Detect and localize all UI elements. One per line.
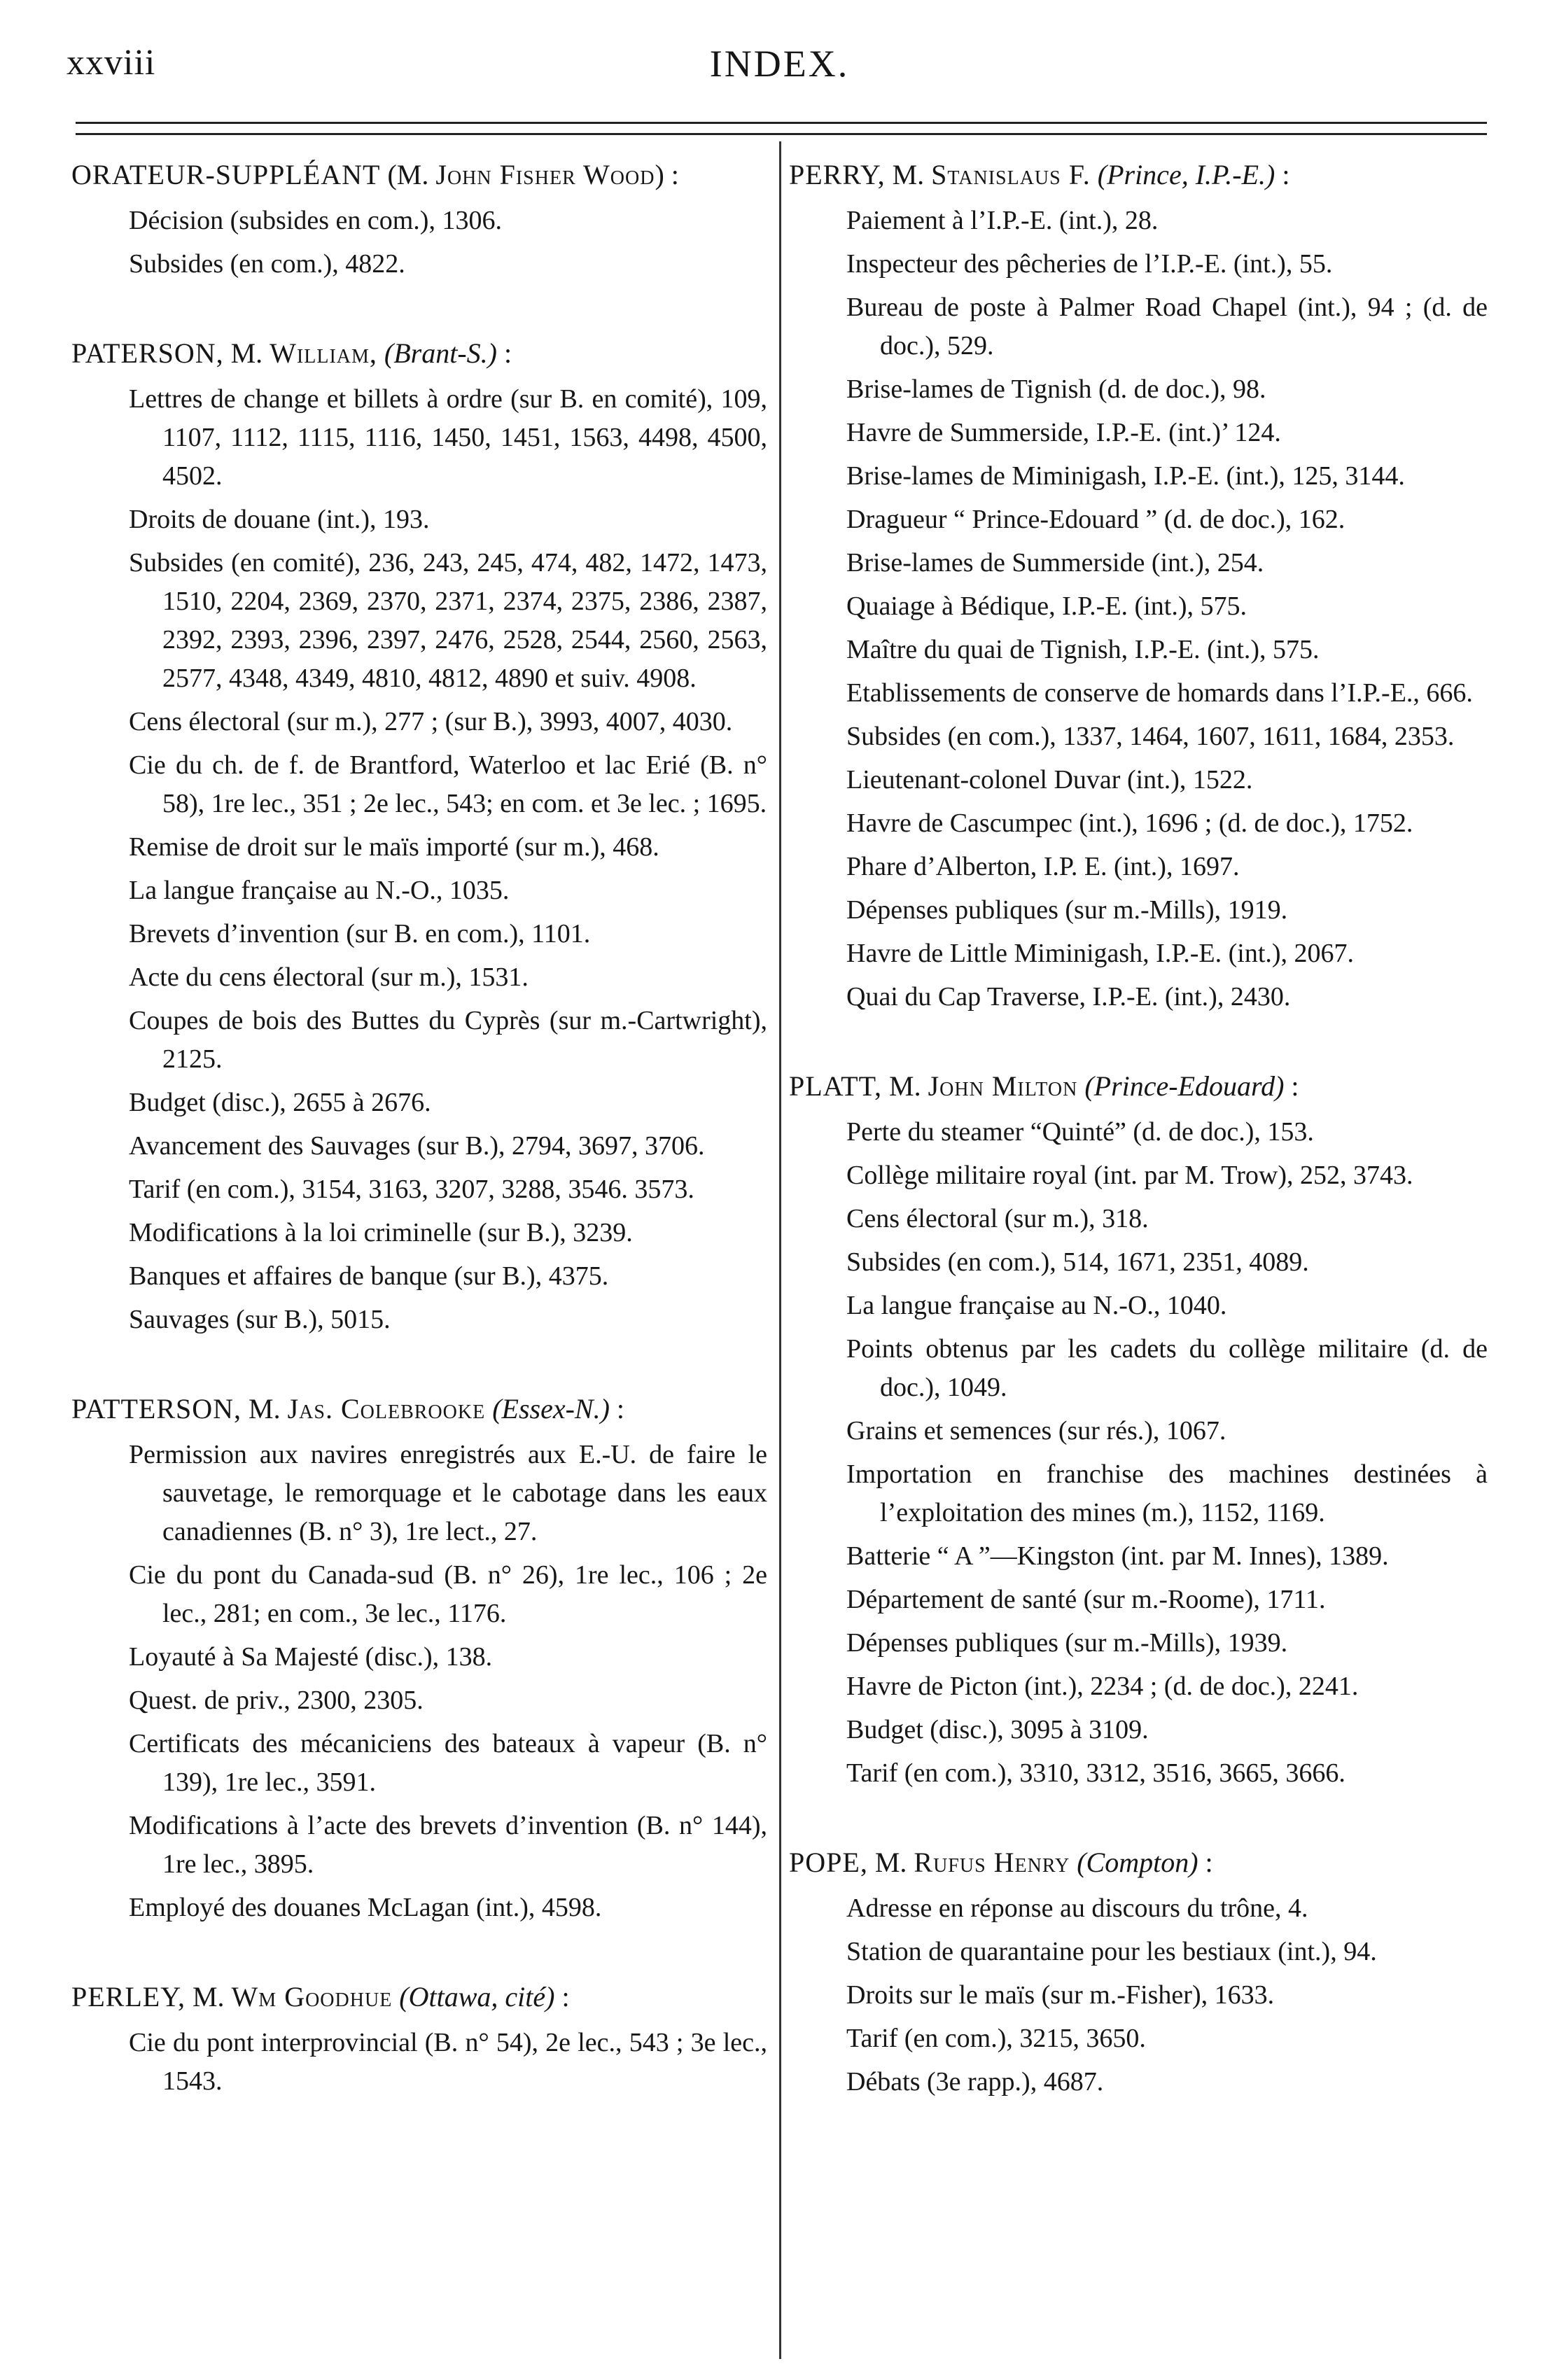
reference-item: Collège militaire royal (int. par M. Trow), 252, 3743. xyxy=(846,1161,1413,1190)
entry-references xyxy=(71,380,767,1339)
reference-item: Avancement des Sauvages (sur B.), 2794, 3697, 3706. xyxy=(129,1131,705,1161)
entry-heading xyxy=(71,334,767,373)
reference-item: Budget (disc.), 2655 à 2676. xyxy=(129,1088,431,1117)
member-riding: (Compton) xyxy=(1077,1847,1198,1878)
reference-item: Havre de Little Miminigash, I.P.-E. (int.), 2067. xyxy=(846,939,1355,968)
reference-item: Permission aux navires enregistrés aux E.-U. de faire le sauvetage, le remorquage et le cabotage dans les eaux canadiennes (B. n° 3), 1re lect., 27. xyxy=(129,1440,767,1546)
reference-item: Dépenses publiques (sur m.-Mills), 1939. xyxy=(846,1628,1288,1658)
reference-item: Station de quarantaine pour les bestiaux (int.), 94. xyxy=(846,1937,1377,1966)
reference-item: Havre de Summerside, I.P.-E. (int.)’ 124. xyxy=(846,418,1281,447)
member-riding: (Ottawa, cité) xyxy=(399,1981,555,2012)
index-entry xyxy=(71,334,767,1339)
member-given-names: William, xyxy=(270,337,377,369)
reference-item: Droits sur le maïs (sur m.-Fisher), 1633. xyxy=(846,1980,1275,2010)
reference-item: Inspecteur des pêcheries de l’I.P.-E. (int.), 55. xyxy=(846,249,1333,279)
reference-item: Acte du cens électoral (sur m.), 1531. xyxy=(129,962,529,992)
reference-item: Subsides (en com.), 1337, 1464, 1607, 1611, 1684, 2353. xyxy=(846,722,1455,751)
member-riding: (Prince-Edouard) xyxy=(1084,1070,1285,1102)
member-riding: (Essex-N.) xyxy=(492,1393,610,1424)
reference-item: Lettres de change et billets à ordre (sur B. en comité), 109, 1107, 1112, 1115, 1116, 1450, 1451, 1563, 4498, 4500, 4502. xyxy=(129,384,767,491)
reference-item: Paiement à l’I.P.-E. (int.), 28. xyxy=(846,206,1159,235)
reference-item: Département de santé (sur m.-Roome), 1711. xyxy=(846,1585,1326,1614)
heading-suffix: : xyxy=(561,1981,570,2012)
column-divider xyxy=(779,141,781,2359)
entry-heading xyxy=(71,1977,767,2017)
reference-item: Employé des douanes McLagan (int.), 4598. xyxy=(129,1893,602,1922)
heading-suffix: ) : xyxy=(655,159,679,190)
member-given-names: Stanislaus F. xyxy=(931,159,1091,190)
reference-item: Tarif (en com.), 3310, 3312, 3516, 3665, 3666. xyxy=(846,1758,1345,1788)
reference-item: Cie du ch. de f. de Brantford, Waterloo et lac Erié (B. n° 58), 1re lec., 351 ; 2e lec., 543; en com. et 3e lec. ; 1695. xyxy=(129,750,767,818)
entry-heading xyxy=(789,1067,1488,1106)
page-title: INDEX. xyxy=(709,43,850,85)
member-title: M. xyxy=(874,1847,907,1878)
reference-item: Budget (disc.), 3095 à 3109. xyxy=(846,1715,1149,1744)
heading-suffix: : xyxy=(1291,1070,1299,1102)
reference-item: Grains et semences (sur rés.), 1067. xyxy=(846,1416,1226,1446)
entry-heading xyxy=(789,155,1488,195)
reference-item: Banques et affaires de banque (sur B.), 4375. xyxy=(129,1261,609,1291)
reference-item: Coupes de bois des Buttes du Cyprès (sur m.-Cartwright), 2125. xyxy=(129,1006,767,1074)
reference-item: Modifications à la loi criminelle (sur B.), 3239. xyxy=(129,1218,633,1247)
member-surname: PERRY, xyxy=(789,159,886,190)
member-surname: PATERSON, xyxy=(71,337,224,369)
entry-references xyxy=(789,1889,1488,2101)
reference-item: Quaiage à Bédique, I.P.-E. (int.), 575. xyxy=(846,592,1247,621)
member-title: M. xyxy=(230,337,263,369)
index-entry xyxy=(789,155,1488,1016)
member-given-names: Wm Goodhue xyxy=(231,1981,393,2012)
reference-item: Lieutenant-colonel Duvar (int.), 1522. xyxy=(846,765,1253,794)
reference-item: La langue française au N.-O., 1040. xyxy=(846,1291,1227,1320)
member-title: M. xyxy=(892,159,925,190)
reference-item: Loyauté à Sa Majesté (disc.), 138. xyxy=(129,1642,493,1672)
member-surname: PERLEY, xyxy=(71,1981,186,2012)
entry-heading xyxy=(71,1390,767,1429)
reference-item: Modifications à l’acte des brevets d’invention (B. n° 144), 1re lec., 3895. xyxy=(129,1811,767,1879)
reference-item: Points obtenus par les cadets du collège militaire (d. de doc.), 1049. xyxy=(846,1334,1488,1402)
reference-item: Subsides (en comité), 236, 243, 245, 474, 482, 1472, 1473, 1510, 2204, 2369, 2370, 2371, 2374, 2375, 2386, 2387, 2392, 2393, 2396, 2397, 2476, 2528, 2544, 2560, 2563, 2577, 4348, 4349, 4810, 4812, 4890 et suiv. 4908. xyxy=(129,548,767,693)
reference-item: Cens électoral (sur m.), 318. xyxy=(846,1204,1149,1233)
member-given-names: John Fisher Wood xyxy=(435,159,655,190)
right-column xyxy=(789,155,1488,2152)
heading-suffix: : xyxy=(1205,1847,1213,1878)
entry-heading xyxy=(789,1843,1488,1882)
entry-references xyxy=(789,202,1488,1016)
reference-item: Etablissements de conserve de homards dans l’I.P.-E., 666. xyxy=(846,678,1473,708)
reference-item: Cie du pont interprovincial (B. n° 54), 2e lec., 543 ; 3e lec., 1543. xyxy=(129,2028,767,2096)
member-given-names: Jas. Colebrooke xyxy=(287,1393,486,1424)
reference-item: Tarif (en com.), 3154, 3163, 3207, 3288, 3546. 3573. xyxy=(129,1175,694,1204)
heading-suffix: : xyxy=(503,337,512,369)
entry-references xyxy=(71,2024,767,2101)
header-rule-top xyxy=(76,122,1487,124)
entry-references xyxy=(71,1436,767,1927)
heading-suffix: : xyxy=(616,1393,625,1424)
reference-item: Bureau de poste à Palmer Road Chapel (int.), 94 ; (d. de doc.), 529. xyxy=(846,293,1488,360)
member-riding: (Prince, I.P.-E.) xyxy=(1097,159,1275,190)
reference-item: Subsides (en com.), 4822. xyxy=(129,249,405,279)
reference-item: Débats (3e rapp.), 4687. xyxy=(846,2067,1104,2096)
member-riding: (Brant-S.) xyxy=(384,337,497,369)
reference-item: Sauvages (sur B.), 5015. xyxy=(129,1305,391,1334)
reference-item: Brise-lames de Miminigash, I.P.-E. (int.), 125, 3144. xyxy=(846,461,1405,491)
member-surname: ORATEUR-SUPPLÉANT xyxy=(71,159,381,190)
left-column xyxy=(71,155,767,2151)
index-entry xyxy=(71,155,767,284)
reference-item: Maître du quai de Tignish, I.P.-E. (int.), 575. xyxy=(846,635,1320,664)
entry-references xyxy=(71,202,767,284)
reference-item: Subsides (en com.), 514, 1671, 2351, 4089. xyxy=(846,1247,1309,1277)
member-given-names: Rufus Henry xyxy=(914,1847,1070,1878)
reference-item: Havre de Cascumpec (int.), 1696 ; (d. de doc.), 1752. xyxy=(846,808,1413,838)
reference-item: Brevets d’invention (sur B. en com.), 1101. xyxy=(129,919,591,948)
reference-item: Perte du steamer “Quinté” (d. de doc.), 153. xyxy=(846,1117,1314,1147)
reference-item: Quai du Cap Traverse, I.P.-E. (int.), 2430. xyxy=(846,982,1291,1011)
reference-item: Adresse en réponse au discours du trône, 4. xyxy=(846,1893,1308,1923)
entry-heading xyxy=(71,155,767,195)
member-surname: PATTERSON, xyxy=(71,1393,242,1424)
reference-item: Tarif (en com.), 3215, 3650. xyxy=(846,2024,1146,2053)
reference-item: La langue française au N.-O., 1035. xyxy=(129,876,510,905)
member-title: M. xyxy=(889,1070,921,1102)
page-header xyxy=(0,36,1559,92)
reference-item: Remise de droit sur le maïs importé (sur m.), 468. xyxy=(129,832,659,862)
index-entry xyxy=(71,1390,767,1927)
reference-item: Brise-lames de Summerside (int.), 254. xyxy=(846,548,1264,578)
reference-item: Décision (subsides en com.), 1306. xyxy=(129,206,502,235)
entry-references xyxy=(789,1113,1488,1793)
reference-item: Dépenses publiques (sur m.-Mills), 1919. xyxy=(846,895,1288,925)
page-number: xxviii xyxy=(67,43,156,83)
reference-item: Cens électoral (sur m.), 277 ; (sur B.), 3993, 4007, 4030. xyxy=(129,707,733,736)
member-title: M. xyxy=(249,1393,281,1424)
member-title: (M. xyxy=(387,159,429,190)
member-surname: PLATT, xyxy=(789,1070,883,1102)
reference-item: Quest. de priv., 2300, 2305. xyxy=(129,1686,424,1715)
index-entry xyxy=(71,1977,767,2101)
heading-suffix: : xyxy=(1282,159,1290,190)
reference-item: Importation en franchise des machines destinées à l’exploitation des mines (m.), 1152, 1169. xyxy=(846,1460,1488,1527)
index-entry xyxy=(789,1067,1488,1793)
member-title: M. xyxy=(192,1981,225,2012)
reference-item: Havre de Picton (int.), 2234 ; (d. de doc.), 2241. xyxy=(846,1672,1359,1701)
reference-item: Brise-lames de Tignish (d. de doc.), 98. xyxy=(846,374,1266,404)
reference-item: Batterie “ A ”—Kingston (int. par M. Innes), 1389. xyxy=(846,1541,1389,1571)
member-surname: POPE, xyxy=(789,1847,868,1878)
reference-item: Dragueur “ Prince-Edouard ” (d. de doc.), 162. xyxy=(846,505,1345,534)
reference-item: Phare d’Alberton, I.P. E. (int.), 1697. xyxy=(846,852,1240,881)
header-rule-bottom xyxy=(76,133,1487,135)
member-given-names: John Milton xyxy=(928,1070,1078,1102)
reference-item: Droits de douane (int.), 193. xyxy=(129,505,430,534)
reference-item: Certificats des mécaniciens des bateaux à vapeur (B. n° 139), 1re lec., 3591. xyxy=(129,1729,767,1797)
index-entry xyxy=(789,1843,1488,2101)
reference-item: Cie du pont du Canada-sud (B. n° 26), 1re lec., 106 ; 2e lec., 281; en com., 3e lec., 1176. xyxy=(129,1560,767,1628)
